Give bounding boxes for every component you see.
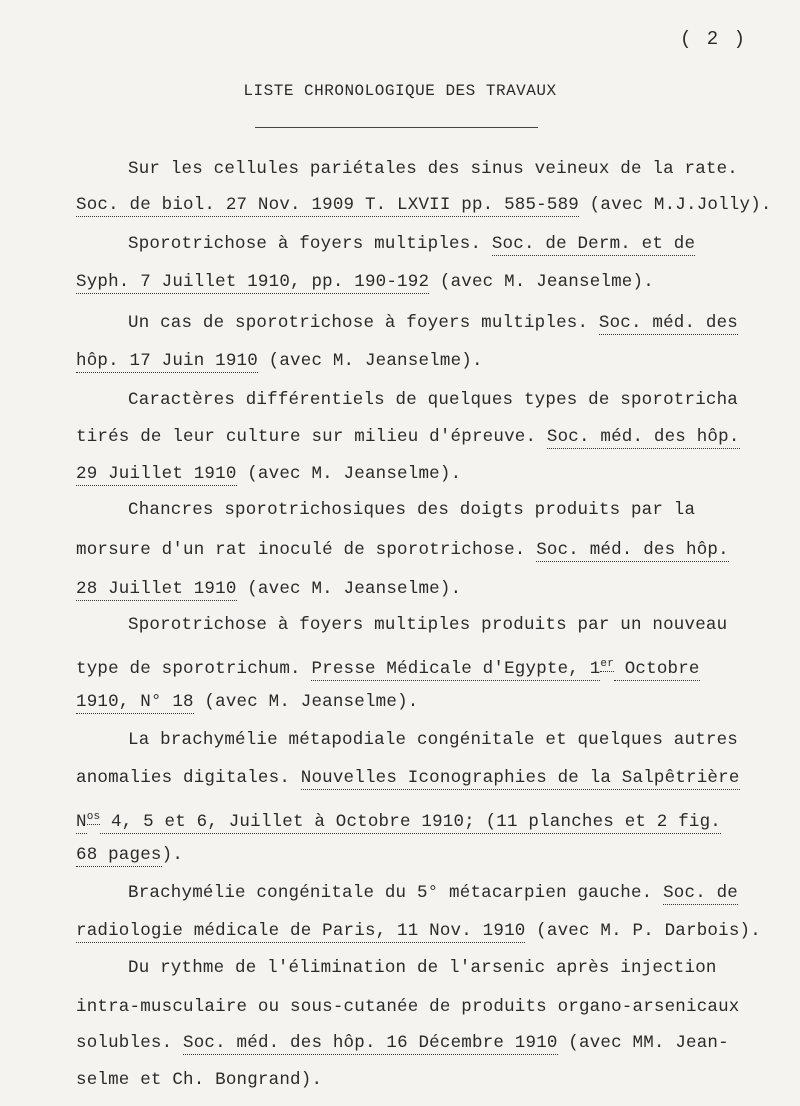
text-line bbox=[76, 1069, 322, 1091]
page-number: ( 2 ) bbox=[680, 28, 748, 50]
body-text: (avec MM. Jean- bbox=[557, 1033, 729, 1053]
text-line bbox=[76, 539, 729, 561]
page-title: LISTE CHRONOLOGIQUE DES TRAVAUX bbox=[243, 82, 557, 100]
reference-text: 4, 5 et 6, Juillet à Octobre 1910; (11 planches et 2 fig. bbox=[100, 812, 722, 832]
body-text: (avec M. Jeanselme). bbox=[236, 579, 462, 599]
body-text: Un cas de sporotrichose à foyers multiples. bbox=[128, 313, 599, 333]
body-text: Caractères différentiels de quelques types de sporotricha bbox=[128, 390, 738, 410]
text-line bbox=[76, 996, 740, 1018]
text-line bbox=[76, 194, 772, 216]
body-text: intra-musculaire ou sous-cutanée de produits organo-arsenicaux bbox=[76, 997, 740, 1017]
text-line bbox=[76, 1032, 729, 1054]
text-line bbox=[76, 463, 461, 485]
reference-text: os bbox=[86, 811, 101, 823]
body-text: Du rythme de l'élimination de l'arsenic après injection bbox=[128, 958, 717, 978]
text-line bbox=[76, 426, 740, 448]
reference-text: 68 pages bbox=[76, 845, 162, 865]
reference-text: Syph. 7 Juillet 1910, pp. 190-192 bbox=[76, 272, 430, 292]
text-line bbox=[76, 806, 721, 833]
body-text: morsure d'un rat inoculé de sporotrichose. bbox=[76, 540, 537, 560]
text-line bbox=[128, 158, 738, 180]
text-line bbox=[128, 729, 738, 751]
reference-text: Soc. méd. des hôp. bbox=[536, 540, 729, 560]
reference-text: N bbox=[76, 812, 87, 832]
text-line bbox=[128, 233, 695, 255]
body-text: (avec M. Jeanselme). bbox=[257, 351, 483, 371]
reference-text: Soc. de Derm. et de bbox=[491, 234, 696, 254]
text-line bbox=[76, 767, 740, 789]
reference-text: er bbox=[600, 658, 615, 670]
text-line bbox=[76, 653, 700, 680]
body-text: ). bbox=[161, 845, 184, 865]
text-line bbox=[128, 389, 738, 411]
reference-text: Soc. méd. des bbox=[598, 313, 739, 333]
text-line bbox=[128, 312, 738, 334]
body-text: anomalies digitales. bbox=[76, 768, 301, 788]
body-text: La brachymélie métapodiale congénitale et quelques autres bbox=[128, 730, 738, 750]
body-text: selme et Ch. Bongrand). bbox=[76, 1070, 323, 1090]
text-line bbox=[76, 844, 183, 866]
text-line bbox=[128, 882, 738, 904]
text-line bbox=[76, 691, 418, 713]
body-text: Chancres sporotrichosiques des doigts produits par la bbox=[128, 500, 696, 520]
text-line bbox=[128, 499, 695, 521]
text-line bbox=[128, 614, 727, 636]
body-text: Brachymélie congénitale du 5° métacarpien gauche. bbox=[128, 883, 664, 903]
reference-text: Octobre bbox=[614, 659, 700, 679]
reference-text: 29 Juillet 1910 bbox=[76, 464, 237, 484]
body-text: solubles. bbox=[76, 1033, 184, 1053]
reference-text: Soc. de bbox=[663, 883, 739, 903]
reference-text: Soc. de biol. 27 Nov. 1909 T. LXVII pp. 585-589 bbox=[76, 195, 579, 215]
reference-text: Nouvelles Iconographies de la Salpêtrière bbox=[300, 768, 740, 788]
text-line bbox=[76, 920, 761, 942]
reference-text: Presse Médicale d'Egypte, 1 bbox=[311, 659, 601, 679]
body-text: tirés de leur culture sur milieu d'épreuve. bbox=[76, 427, 547, 447]
body-text: (avec M. Jeanselme). bbox=[236, 464, 462, 484]
body-text: Sporotrichose à foyers multiples. bbox=[128, 234, 492, 254]
reference-text: Soc. méd. des hôp. 16 Décembre 1910 bbox=[183, 1033, 558, 1053]
text-line bbox=[76, 271, 654, 293]
title-underline bbox=[255, 127, 538, 128]
text-line bbox=[76, 350, 483, 372]
body-text: Sporotrichose à foyers multiples produits par un nouveau bbox=[128, 615, 728, 635]
body-text: (avec M.J.Jolly). bbox=[578, 195, 772, 215]
body-text: (avec M. Jeanselme). bbox=[429, 272, 654, 292]
reference-text: 28 Juillet 1910 bbox=[76, 579, 237, 599]
text-line bbox=[128, 957, 717, 979]
body-text: (avec M. Jeanselme). bbox=[193, 692, 419, 712]
text-line bbox=[76, 578, 461, 600]
body-text: type de sporotrichum. bbox=[76, 659, 312, 679]
reference-text: hôp. 17 Juin 1910 bbox=[76, 351, 258, 371]
reference-text: 1910, N° 18 bbox=[76, 692, 194, 712]
body-text: Sur les cellules pariétales des sinus veineux de la rate. bbox=[128, 159, 738, 179]
reference-text: Soc. méd. des hôp. bbox=[546, 427, 740, 447]
reference-text: radiologie médicale de Paris, 11 Nov. 1910 bbox=[76, 921, 526, 941]
body-text: (avec M. P. Darbois). bbox=[525, 921, 761, 941]
